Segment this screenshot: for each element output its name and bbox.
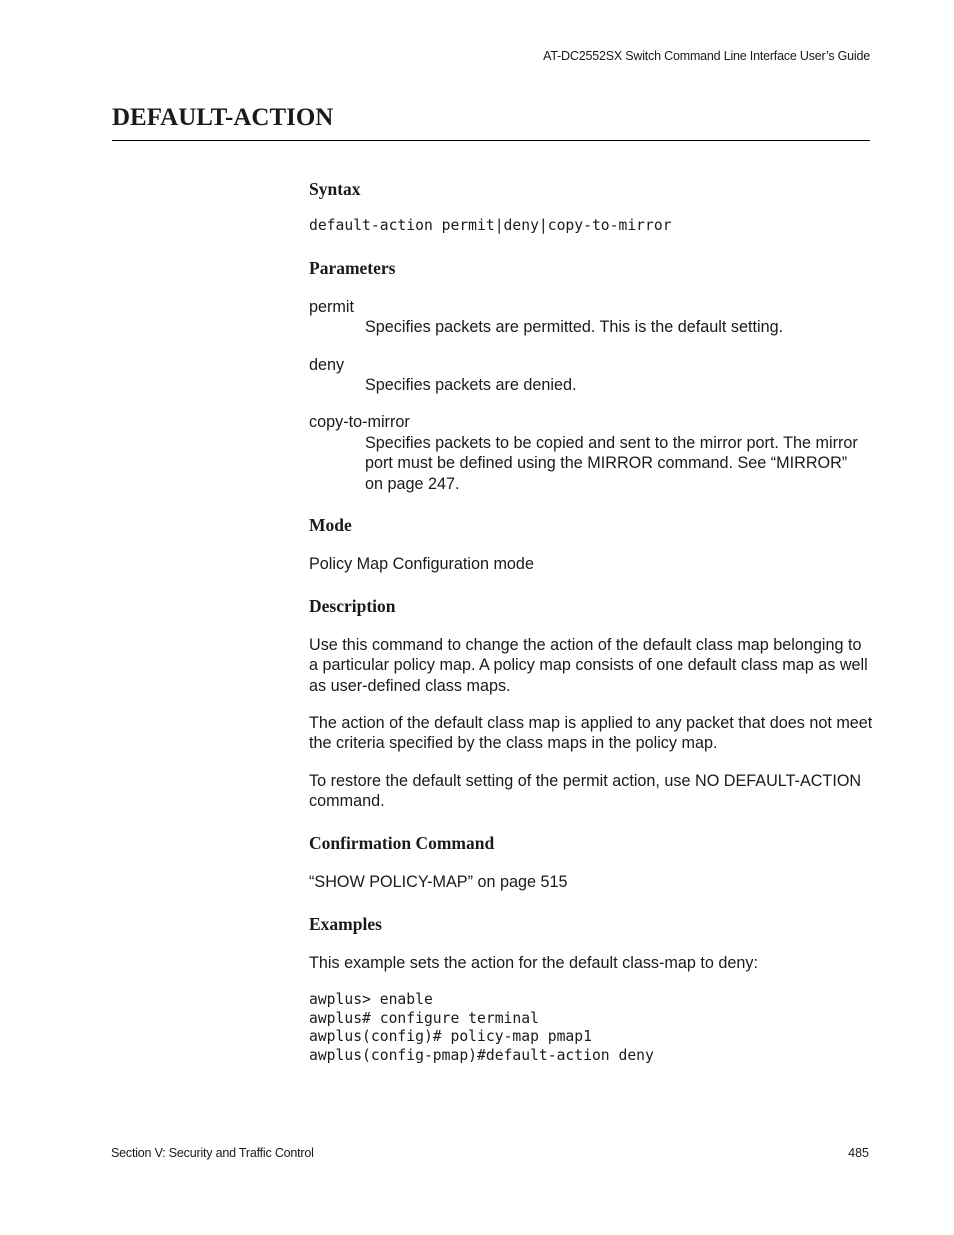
parameters-heading: Parameters (309, 258, 396, 278)
parameter-term: permit (309, 298, 354, 316)
syntax-code: default-action permit|deny|copy-to-mirror (309, 217, 672, 234)
description-paragraph: The action of the default class map is applied to any packet that does not meet the criteria specified by the class maps in the policy map. (309, 714, 873, 753)
description-heading: Description (309, 596, 396, 616)
parameter-description: Specifies packets are permitted. This is the default setting. (365, 318, 784, 336)
syntax-heading: Syntax (309, 179, 361, 199)
examples-intro: This example sets the action for the default class-map to deny: (309, 954, 758, 972)
page-number: 485 (848, 1146, 869, 1160)
title-divider (112, 140, 870, 141)
running-header: AT-DC2552SX Switch Command Line Interface User’s Guide (543, 49, 870, 63)
description-paragraph: Use this command to change the action of the default class map belonging to a particular policy map. A policy map consists of one default class map as well as user-defined class maps. (309, 636, 868, 695)
footer-section: Section V: Security and Traffic Control (111, 1146, 314, 1160)
parameter-description: Specifies packets to be copied and sent to the mirror port. The mirror port must be defined using the MIRROR command. See “MIRROR” on page 247. (365, 434, 858, 493)
parameter-term: deny (309, 356, 345, 374)
mode-heading: Mode (309, 515, 352, 535)
mode-text: Policy Map Configuration mode (309, 555, 534, 573)
examples-heading: Examples (309, 914, 382, 934)
description-paragraph: To restore the default setting of the permit action, use NO DEFAULT-ACTION command. (309, 772, 862, 811)
example-code-block (309, 991, 654, 1066)
code-line: awplus(config-pmap)#default-action deny (309, 1047, 654, 1065)
code-line: awplus(config)# policy-map pmap1 (309, 1028, 592, 1046)
confirmation-heading: Confirmation Command (309, 833, 495, 853)
parameter-description: Specifies packets are denied. (365, 376, 577, 394)
parameter-term: copy-to-mirror (309, 413, 410, 431)
code-line: awplus# configure terminal (309, 1009, 539, 1027)
code-line: awplus> enable (309, 991, 433, 1008)
confirmation-text: “SHOW POLICY-MAP” on page 515 (309, 873, 568, 891)
page-title: DEFAULT-ACTION (112, 104, 334, 131)
